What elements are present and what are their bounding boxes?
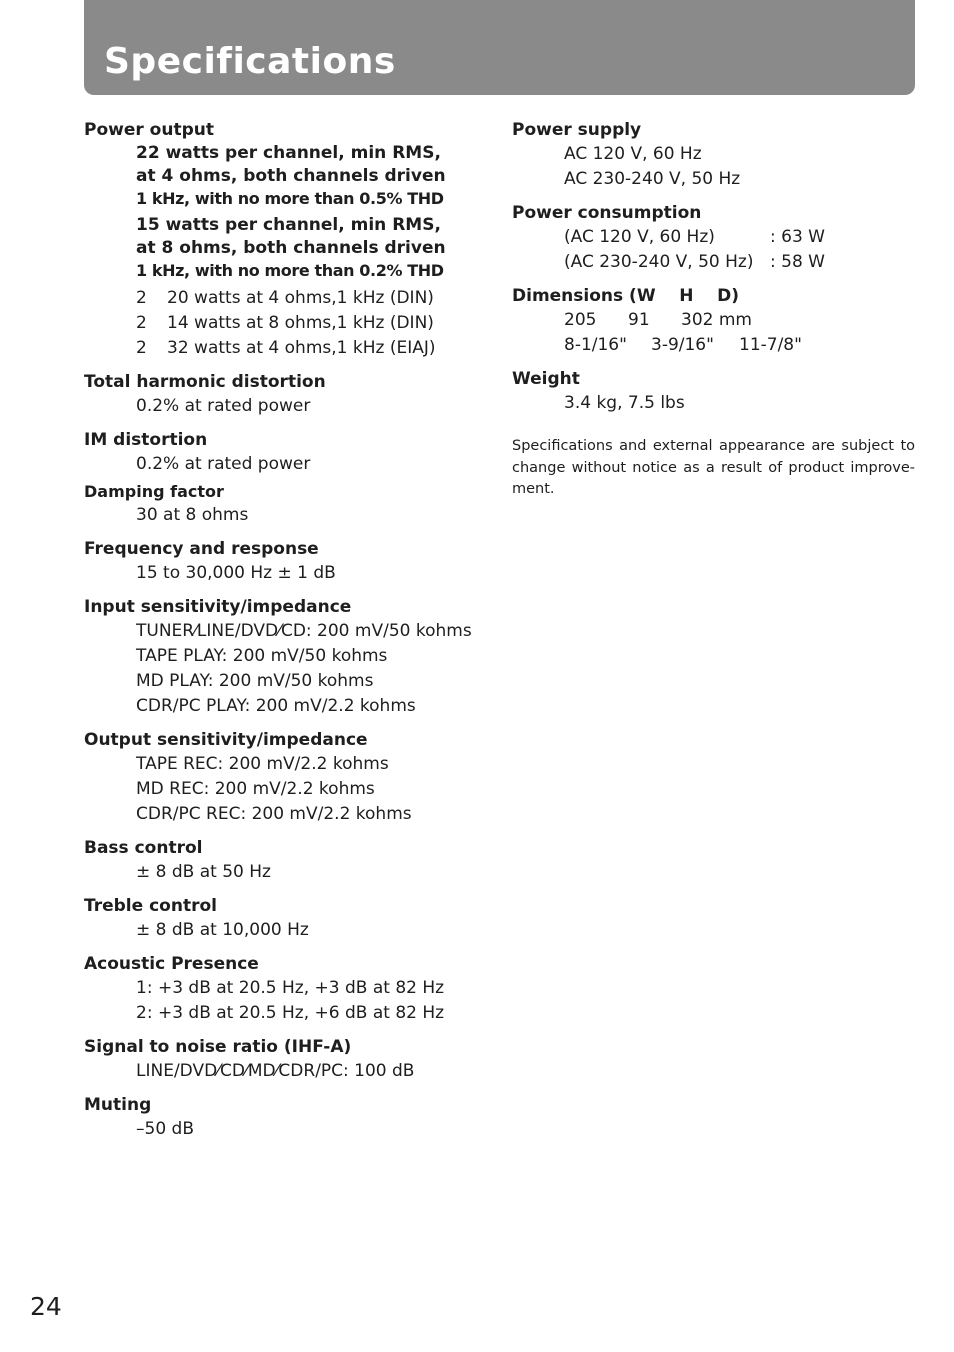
spec-value: TAPE PLAY: 200 mV/50 kohms — [136, 646, 388, 666]
spec-heading: Signal to noise ratio (IHF-A) — [84, 1037, 352, 1057]
spec-value: CDR/PC REC: 200 mV/2.2 kohms — [136, 804, 412, 824]
rating-line: 1 kHz, with no more than 0.5% THD — [136, 189, 444, 208]
spec-damping-factor — [84, 481, 494, 528]
spec-value: AC 120 V, 60 Hz — [564, 144, 702, 164]
consumption-row: (AC 230-240 V, 50 Hz) : 58 W — [564, 252, 825, 272]
din-line: 2 20 watts at 4 ohms,1 kHz (DIN) — [136, 288, 434, 308]
spec-value: 0.2% at rated power — [136, 454, 311, 474]
spec-heading: Power supply — [512, 120, 642, 140]
page-title: Specifications — [104, 41, 396, 82]
spec-heading: Treble control — [84, 896, 217, 916]
din-line: 2 14 watts at 8 ohms,1 kHz (DIN) — [136, 313, 434, 333]
spec-value: 1: +3 dB at 20.5 Hz, +3 dB at 82 Hz — [136, 978, 445, 998]
spec-weight — [512, 367, 915, 416]
rating-line: 1 kHz, with no more than 0.2% THD — [136, 261, 444, 280]
spec-value: MD PLAY: 200 mV/50 kohms — [136, 671, 374, 691]
rating-line: at 8 ohms, both channels driven — [136, 238, 446, 258]
spec-heading: Dimensions (W H D) — [512, 286, 740, 306]
spec-value: 0.2% at rated power — [136, 396, 311, 416]
spec-value: TAPE REC: 200 mV/2.2 kohms — [136, 754, 389, 774]
rating-line: 22 watts per channel, min RMS, — [136, 143, 441, 163]
spec-heading: Output sensitivity/impedance — [84, 730, 368, 750]
spec-value: CDR/PC PLAY: 200 mV/2.2 kohms — [136, 696, 416, 716]
spec-heading: Power consumption — [512, 203, 702, 223]
spec-frequency — [84, 537, 494, 586]
spec-muting — [84, 1093, 494, 1142]
spec-acoustic-presence — [84, 952, 494, 1026]
spec-value: ± 8 dB at 50 Hz — [136, 862, 271, 882]
consumption-row: (AC 120 V, 60 Hz) : 63 W — [564, 227, 825, 247]
spec-value: LINE/DVD⁄CD⁄MD⁄CDR/PC: 100 dB — [136, 1061, 415, 1081]
header-bar — [84, 0, 915, 95]
left-column — [84, 118, 494, 1151]
rating-line: at 4 ohms, both channels driven — [136, 166, 446, 186]
spec-power-output — [84, 118, 494, 361]
right-column — [512, 118, 915, 501]
spec-heading: Input sensitivity/impedance — [84, 597, 352, 617]
spec-heading: Total harmonic distortion — [84, 372, 326, 392]
spec-power-consumption — [512, 201, 915, 275]
spec-heading: Bass control — [84, 838, 203, 858]
spec-value: AC 230-240 V, 50 Hz — [564, 169, 741, 189]
dimensions-metric: 205 91 302 mm — [564, 310, 752, 330]
spec-heading: Acoustic Presence — [84, 954, 259, 974]
spec-heading: Frequency and response — [84, 539, 319, 559]
spec-heading: Damping factor — [84, 482, 224, 501]
spec-bass — [84, 836, 494, 885]
spec-dimensions — [512, 284, 915, 358]
rating-line: 15 watts per channel, min RMS, — [136, 215, 441, 235]
spec-value: 30 at 8 ohms — [136, 505, 249, 525]
spec-value: ± 8 dB at 10,000 Hz — [136, 920, 309, 940]
page-number: 24 — [30, 1292, 62, 1321]
spec-value: MD REC: 200 mV/2.2 kohms — [136, 779, 375, 799]
spec-value: 2: +3 dB at 20.5 Hz, +6 dB at 82 Hz — [136, 1003, 445, 1023]
spec-output — [84, 728, 494, 827]
spec-heading: Weight — [512, 369, 580, 389]
spec-heading: IM distortion — [84, 430, 208, 450]
spec-heading: Muting — [84, 1095, 152, 1115]
spec-value: TUNER⁄LINE/DVD⁄CD: 200 mV/50 kohms — [136, 621, 472, 641]
spec-input — [84, 595, 494, 719]
spec-value: 15 to 30,000 Hz ± 1 dB — [136, 563, 336, 583]
spec-value: 3.4 kg, 7.5 lbs — [564, 393, 685, 413]
din-line: 2 32 watts at 4 ohms,1 kHz (EIAJ) — [136, 338, 436, 358]
spec-thd — [84, 370, 494, 419]
spec-power-supply — [512, 118, 915, 192]
spec-treble — [84, 894, 494, 943]
dimensions-imperial: 8-1/16" 3-9/16" 11-7/8" — [564, 335, 802, 355]
spec-heading: Power output — [84, 120, 214, 140]
spec-snr — [84, 1035, 494, 1084]
spec-value: –50 dB — [136, 1119, 194, 1139]
disclaimer-note: Specifications and external appearance are subject to change without notice as a result of product improve-ment. — [512, 438, 915, 497]
spec-im-distortion — [84, 428, 494, 477]
